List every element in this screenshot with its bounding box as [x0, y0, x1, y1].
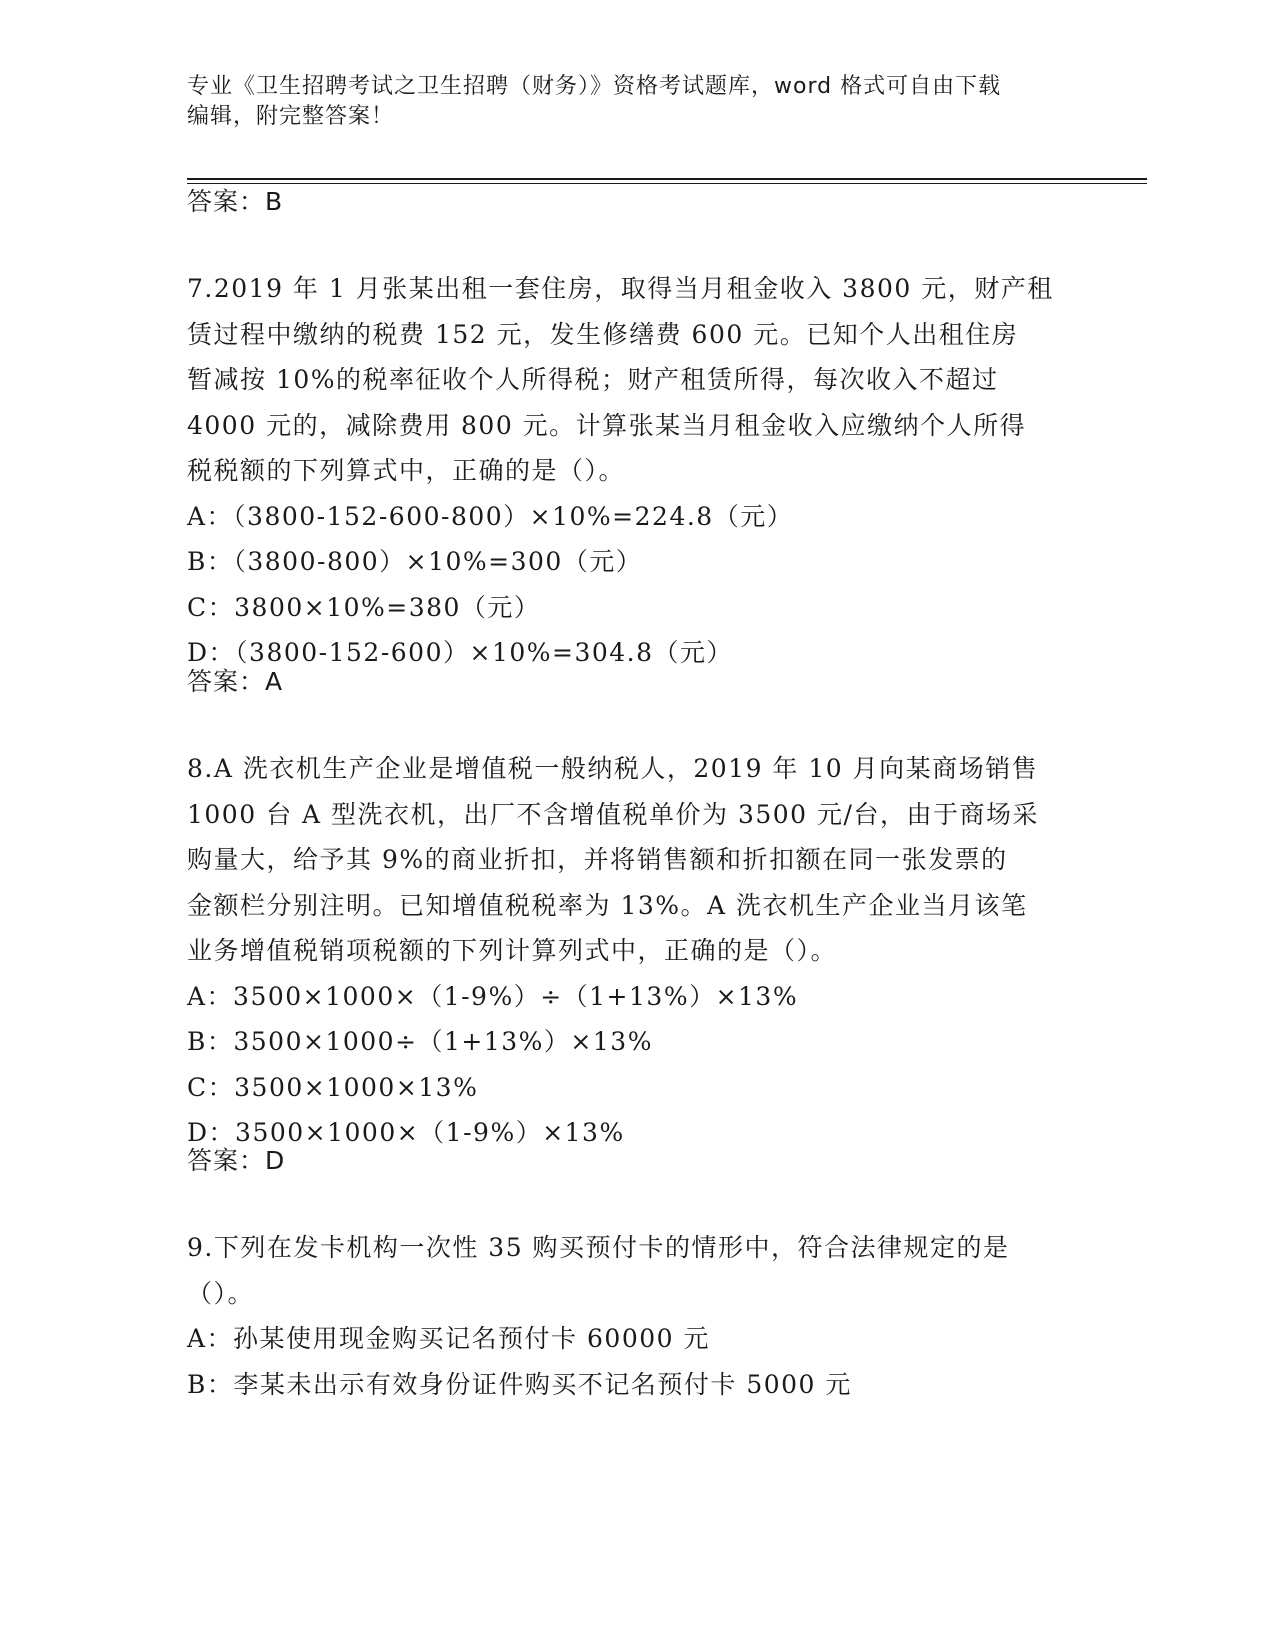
header-line-2: 编辑，附完整答案！ [187, 104, 395, 129]
question-7-line: 7.2019 年 1 月张某出租一套住房，取得当月租金收入 3800 元，财产租 [187, 274, 1054, 303]
question-8-option-c: C：3500×1000×13% [187, 1072, 479, 1102]
question-7-line: 税税额的下列算式中，正确的是（）。 [187, 456, 626, 485]
question-7-option-c: C：3800×10%=380（元） [187, 592, 541, 622]
header-divider-thick [187, 178, 1147, 180]
header-line-1: 专业《卫生招聘考试之卫生招聘（财务）》资格考试题库，word 格式可自由下载 [187, 74, 1002, 99]
question-8-line: 购量大，给予其 9%的商业折扣，并将销售额和折扣额在同一张发票的 [187, 845, 1008, 874]
question-9-option-a: A：孙某使用现金购买记名预付卡 60000 元 [187, 1324, 710, 1353]
question-8-line: 业务增值税销项税额的下列计算列式中，正确的是（）。 [187, 936, 838, 965]
question-8-option-d: D：3500×1000×（1-9%）×13% [187, 1118, 625, 1147]
question-7 [187, 266, 1147, 676]
question-8-line: 8.A 洗衣机生产企业是增值税一般纳税人，2019 年 10 月向某商场销售 [187, 754, 1039, 783]
question-7-answer: 答案：A [187, 667, 284, 696]
question-7-option-a: A：（3800-152-600-800）×10%=224.8（元） [187, 501, 794, 531]
document-page [187, 0, 1147, 1650]
question-8-option-b: B：3500×1000÷（1+13%）×13% [187, 1027, 653, 1056]
question-8-line: 1000 台 A 型洗衣机，出厂不含增值税单价为 3500 元/台，由于商场采 [187, 799, 1039, 829]
question-7-option-d: D：（3800-152-600）×10%=304.8（元） [187, 638, 734, 667]
question-7-option-b: B：（3800-800）×10%=300（元） [187, 547, 643, 576]
question-7-line: 赁过程中缴纳的税费 152 元，发生修缮费 600 元。已知个人出租住房 [187, 319, 1019, 349]
question-9-line: 9.下列在发卡机构一次性 35 购买预付卡的情形中，符合法律规定的是 [187, 1233, 1010, 1262]
question-9-option-b: B：李某未出示有效身份证件购买不记名预付卡 5000 元 [187, 1369, 852, 1399]
header-divider-thin [187, 183, 1147, 184]
question-8-option-a: A：3500×1000×（1-9%）÷（1+13%）×13% [187, 981, 799, 1011]
question-8 [187, 746, 1147, 1156]
question-9 [187, 1225, 1147, 1407]
previous-answer: 答案：B [187, 187, 284, 216]
document-header [187, 72, 1067, 132]
question-8-line: 金额栏分别注明。已知增值税税率为 13%。A 洗衣机生产企业当月该笔 [187, 890, 1028, 920]
question-9-line: （）。 [187, 1278, 255, 1308]
question-8-answer: 答案：D [187, 1146, 286, 1175]
question-7-line: 暂减按 10%的税率征收个人所得税；财产租赁所得，每次收入不超过 [187, 365, 999, 394]
question-7-line: 4000 元的，减除费用 800 元。计算张某当月租金收入应缴纳个人所得 [187, 410, 1027, 440]
